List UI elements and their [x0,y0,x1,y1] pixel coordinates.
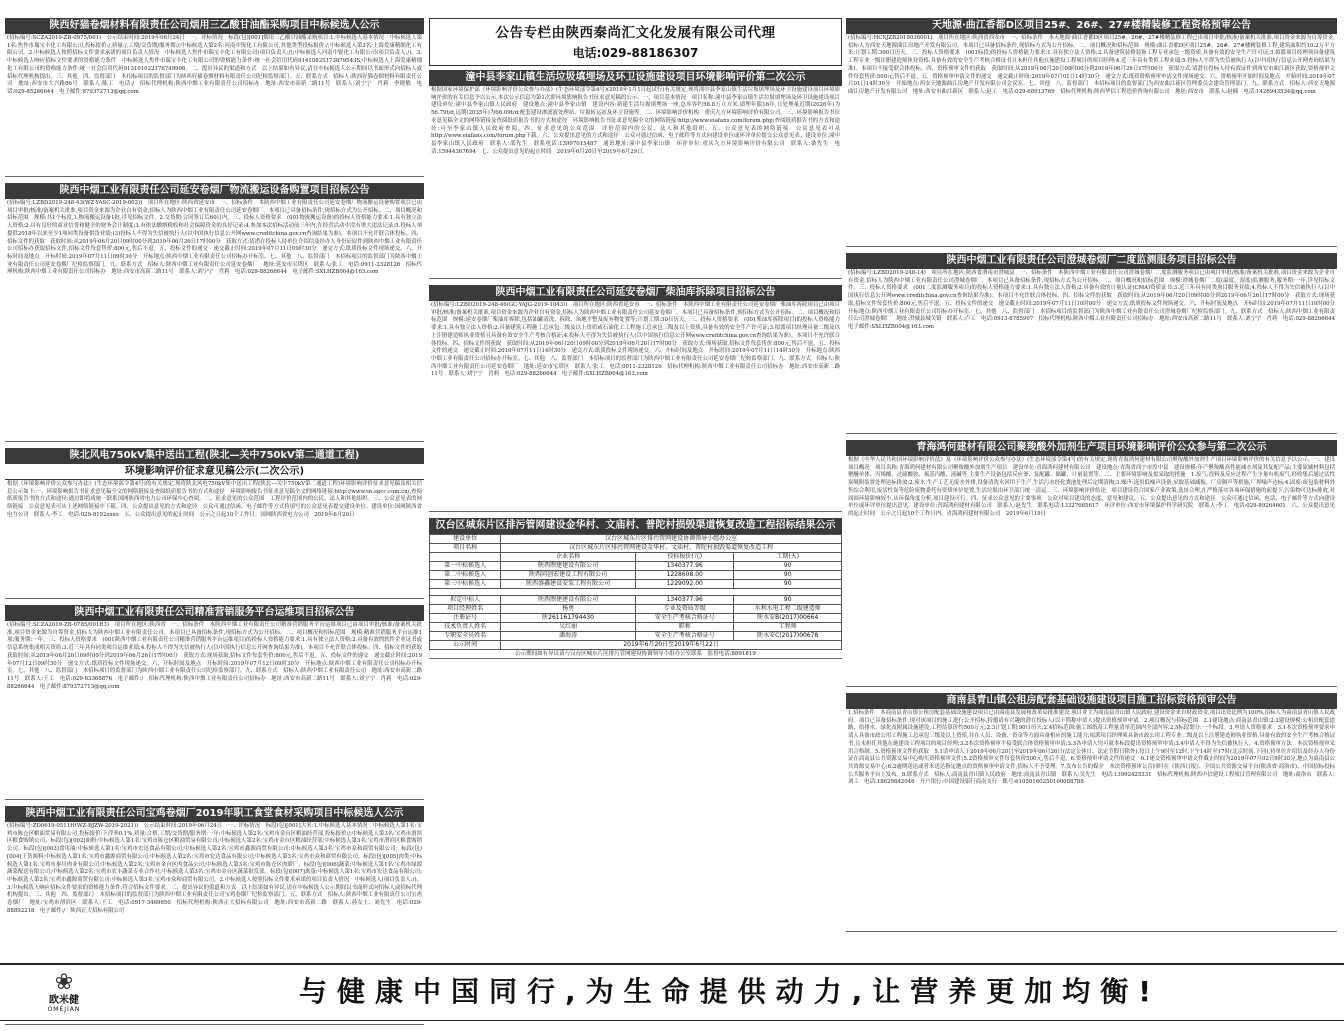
notice-body: 根据《环境影响评价公众参与办法》(生态环境部令第4号)的有关规定,现将陕北风电750kV集中送出工程(陕北—关中750kV第二通道工程)环境影响评价征求意见稿及相关信息公示如下:一、环境影响报告书征求意见稿全文的网络链接及查阅纸质报告书的方式和途径 环境影响报告书征求意见稿全文的网络链接:http://www.sn.sgcc.com.cn/,查阅纸质报告书的方式和途径:通过即将成统一联系国网陕西省电力公司环保中心查阅。二、征求意见的公众范围 工程评价范围内的公民、法人和其他组织。三、公众意见表的网络链接 公众意见表可从上述网络链接中下载。四、公众提出意见的方式和途径 公众可通过信函、电子邮件等方式将填写的公众意见表提交建设单位。建设单位:国网陕西省电力公司 联系人:李工 电话:029-8192xxxx 五、公众提出意见的起止时间 公示之日起10个工作日。国网陕西省电力公司 2019年6月20日 [5,480,424,599]
table-cell: 1228608.00 [635,571,733,580]
table-cell: 项目名称 [430,544,501,553]
table-row [430,605,842,614]
table-row [430,623,842,632]
notice-subtitle: 环境影响评价征求意见稿公示(二次公示) [5,464,424,480]
notice-title: 陕西好猫卷烟材料有限责任公司烟用三乙酸甘油酯采购项目中标候选人公示 [5,18,424,34]
notice-title: 潼中县李家山镇生活垃圾填埋场及环卫设施建设项目环境影响评价第二次公示 [429,70,842,86]
table-cell: 陕水安B(2017)00664 [734,614,842,623]
table-row [430,632,842,641]
notice-wind-power-eia [5,448,424,599]
table-cell: 陕西煦建建设有限公司 [501,596,636,605]
table-spacer [430,589,842,596]
notice-title: 商南县青山镇公租房配套基础设施建设项目施工招标资格预审公告 [846,693,1337,709]
table-cell: 注册证号 [430,614,501,623]
table-cell: 汉台区城东片区排污管网建设金华村、文庙村、普陀村损毁渠道恢复改造工程 [501,544,842,553]
table-cell: 第一中标候选人 [430,562,501,571]
column-middle [429,18,846,665]
notice-qinghai-eia [846,440,1337,687]
column-left [5,18,428,1031]
notice-body: (招标编号:LZBD2019-248-43(WZ-YASC-2019-002)) 项目所在地区:陕西省延安市 一、招标条件 本陕西中烟工业有限责任公司延安卷烟厂物流搬运设备购置项目已由项目审批/核准/备案机关批准,项目资金来源为企业自有资金,招标人为陕西中烟工业有限责任公司延安卷烟厂。本项目已具备招标条件,现招标方式为公开招标。二、项目概况和招标范围 规模:共1个标段,1.物流搬运设备1批,详见招标文件。2.交货期:合同签订后60日内。三、投标人资格要求 (001物流搬运设备)的投标人资格能力要求:1.具有独立法人资格;2.具有良好的商业信誉和健全的财务会计制度;3.有依法缴纳税收和社会保障资金的良好记录;4.参加本次招标活动前三年内,在经营活动中没有重大违法记录;5.投标人须提供2018年以来至少1项同类设备供货业绩;(3)投标人不得为失信被执行人(以中国执行信息公开网www.creditchina.gov.cn查询结果为准)。本项目不允许联合体投标。四、招标文件的获取 获取时间:从2019年06月20日09时00分到2019年06月26日17时00分 获取方式:请潜在投标人持单位介绍信及经办人身份证原件到陕西中烟工业有限责任公司招标办获取招标文件,招标文件每套售价:800元,售后不退。五、投标文件的递交 递交截止时间:2019年07月11日09时30分 递交方式:纸质投标文件现场递交。六、开标时间及地点 开标时间:2019年07月11日09时30分 开标地点:陕西中烟工业有限责任公司招标办开标室。七、其他 八、监督部门 本招标项目的监督部门为陕西中烟工业有限责任公司延安卷烟厂纪检监察部门。九、联系方式 招标人:陕西中烟工业有限责任公司延安卷烟厂 地址:延安市宝塔区 联系人:张工 电话:0911-2328126 招标代理机构:陕西中烟工业有限责任公司招标办 地址:西安市高新二路11号 联系人:刘宁宁 肖莉 电话:029-88266644 电子邮件:SXLHZB004@163.com [5,199,424,442]
table-row [430,596,842,605]
table-header-row [430,553,842,562]
table-cell: 安全生产考核合格证号 [635,632,733,641]
notice-title: 陕西中烟工业有限责任公司精准营销服务平台运维项目招标公告 [5,605,424,621]
table-cell: 建设单位 [430,535,501,544]
table-cell: 汉台区城东片区排污管网建设协调领导小组办公室 [501,535,842,544]
footer-slogan: 与健康中国同行,为生命提供动力,让营养更加均衡! [298,975,1162,1008]
notice-body: (招标编号:SCZA2019-ZB-0975/001) 公示结束时间:2019年06月24日 一、评标情况 标段(包)[001]烟用三乙酸甘油酯采购项目:1.中标候选人基本情况 中标候选人第1名:焦作市瑞宝丰化工有限公司,投标报价:/,质量:/,工期/交货期/服务期:/;中标候选人第2名:河南中锐化工有限公司,其他类型投标报价:/;中标候选人第3名:上海爱康精细化工有限公司。2.中标候选人按照招标文件要求承诺的项目负责人情况 中标候选人焦作市瑞宝丰化工有限公司(项目负责人:/);中标候选人河南中锐化工有限公司(项目负责人:/)。3.中标候选人响应招标文件要求的资格能力条件 中标候选人焦作市瑞宝丰化工有限公司的资格能力条件:统一社会信用代码91410825173879543S;中标候选人上海爱康精细化工有限公司的资格能力条件:统一社会信用代码913101022176749906。二、提出异议的渠道和方式 以上结果如有异议,请在中标候选人公示期间以书面形式向招标人或招标代理机构提出。三、其他 四、监督部门 本招标项目的监督部门为陕西好猫卷烟材料有限责任公司纪检监察部门。五、联系方式 招标人:陕西好猫卷烟材料有限责任公司 地址:西安市大兴路86号 联系人:陈工 电话:/ 招标代理机构:陕西中烟工业有限责任公司招标办 地址:西安市高新二路11号 联系人:刘宁宁 肖莉 李晓敏 电话:029-85266644 电子邮件:879372713@qq.com [5,34,424,177]
table-cell: 第二中标候选人 [430,571,501,580]
table-cell: 陕西同创宏建设工程有限公司 [501,571,636,580]
footer-ad [0,963,1344,1021]
notice-title: 青海鸿何建材有限公司聚羧酸外加剂生产项目环境影响评价公众参与第二次公示 [846,440,1337,456]
table-cell: 公示时间 [430,641,501,650]
table-cell: 技术负责人姓名 [430,623,501,632]
notice-title: 陕西中烟工业有限责任公司宝鸡卷烟厂2019年职工食堂食材采购项目中标候选人公示 [5,806,424,822]
table-cell: 专职安全员姓名 [430,632,501,641]
agency-title: 公告专栏由陕西秦尚汇文化发展有限公司代理 [495,25,776,41]
notice-title: 陕西中烟工业有限责任公司延安卷烟厂物流搬运设备购置项目招标公告 [5,183,424,199]
table-cell: 潘海涛 [501,632,636,641]
table-cell: 90 [734,562,842,571]
notice-title: 陕西中烟工业有限责任公司延安卷烟厂柴油库拆除项目招标公告 [429,285,842,301]
table-header: 企业名称 [501,553,636,562]
table-cell: 项目经理姓名 [430,605,501,614]
notice-body: 根据《中华人民共和国环境影响评价法》及《环境影响评价公众参与办法》(生态环境部令第4号)的有关规定,现将青海鸿何建材有限公司聚羧酸外加剂生产项目环境影响评价的有关信息予以公示。一、建设项目概况 项目名称:青海鸿何建材有限公司聚羧酸外加剂生产项目 建设单位:青海鸿何建材有限公司 建设地点:青海省西宁市湟中县 建设规模:年产聚羧酸高性能减水剂及其复配产品;主要原辅材料包括聚醚单体、丙烯酸、过硫酸铵、巯基丙酸、液碱等,主要生产设备包括反应釜、复配罐、储罐、计量装置等。二、主要环境影响及拟采取的措施 1.废气:投料及反应过程产生少量有机废气,经收集后通过活性炭吸附装置处理达标排放;2.废水:生产工艺无废水外排,设备清洗水回用于生产,生活污水经化粪池处理后定期清掏;3.噪声:选用低噪声设备,采取基础减振、厂房隔声等措施,厂界噪声达标;4.固废:废包装材料外售综合利用,废活性炭等危险废物委托有资质单位处置,生活垃圾由环卫部门统一清运。三、环境影响评价结论 项目建设符合国家产业政策,选址合理,在严格落实各项环保措施的前提下,污染物可达标排放,对周围环境影响较小,从环保角度分析,项目建设可行。四、征求公众意见的主要事项 公众对项目建设的态度、意见和建议。五、公众提出意见的方式和途径 公众可通过信函、电话、电子邮件等方式向建设单位或环评单位提出意见。建设单位:青海鸿何建材有限公司 联系人:赵先生 联系电话:13327665617 环评单位:西安市环境保护科学研究院 联系人:李工 电话:029-89264601 六、公众提出意见的起止时间 公示之日起10个工作日内。青海鸿何建材有限公司 2019年6月19日 [846,456,1337,687]
table-cell: 陕水安C(2017)00678 [734,632,842,641]
notice-body: (招标编号:HCSJZB2019036001) 项目所在地区:陕西省西安市 一、招标条件 本天地源·曲江香都D区项目25#、26#、27#楼精装修工程已由项目审批/核准/备案机关批准,项目资金来源为自筹资金,招标人为西安天地源曲江房地产开发有限公司。本项目已具备招标条件,现招标方式为公开招标。二、项目概况和招标范围 规模:曲江香都D区项目25#、26#、27#楼精装修工程,建筑面积约10.2万平方米;计划工期:300日历天。三、投标人资格要求 (001标段)的投标人资格能力要求:1.具有独立法人资格;2.具备建筑装修装饰工程专业承包一级资质,具备有效的安全生产许可证;3.拟派项目经理须具备建筑工程专业一级注册建造师执业资格,具备有效的安全生产考核合格证书且未担任其他在施建设工程项目的项目经理;4.近三年具有类似工程业绩;5.投标人不得为失信被执行人(以中国执行信息公开网查询结果为准)。本项目不接受联合体投标。四、资格预审文件的获取 获取时间:从2019年06月20日09时00分到2019年06月26日17时00分 获取方式:请潜在投标人持有效证件到西安市曲江新区获取,资格预审文件每套售价:500元,售后不退。五、资格预审申请文件的递交 递交截止时间:2019年07月01日14时30分 递交方式:纸质资格预审申请文件现场递交。六、资格预审开始时间及地点 开始时间:2019年07月01日14时30分 开始地点:西安天地源曲江房地产开发有限公司会议室。七、其他 八、监督部门 本招标项目的监督部门为西安曲江新区管理委员会建设管理部门。九、联系方式 招标人:西安天地源曲江房地产开发有限公司 地址:西安市曲江新区 联系人:赵工 电话:029-68913769 招标代理机构:陕西华信工程造价咨询有限公司 地址:西安市 联系人:赵楠 电话:1426943534@qq.com [846,34,1337,247]
notice-shangnan-prequal [846,693,1337,932]
column-right [846,18,1341,938]
table-cell: 陕261161794430 [501,614,636,623]
table-cell: 90 [734,571,842,580]
logo-name: 欧米健 [49,995,79,1006]
result-caption: 公示期间如有异议请与汉台区城东片区排污管网建设协调领导小组办公室联系 监督电话:8891819 [429,650,842,659]
notice-diesel-depot-tender [429,285,842,512]
agency-banner [429,18,842,66]
notice-hantai-result [429,518,842,659]
table-row [430,580,842,589]
notice-yanan-logistics-tender [5,183,424,442]
table-cell: 90 [734,580,842,589]
table-cell: 2019年6月20日至2019年6月22日 [501,641,842,650]
table-row [430,562,842,571]
table-cell: 1340377.96 [635,596,733,605]
table-cell: 1229092.00 [635,580,733,589]
result-table [429,534,842,650]
table-row [430,614,842,623]
table-row [430,544,842,553]
notice-marketing-platform-tender [5,605,428,800]
table-cell: 杨勇 [501,605,636,614]
table-cell: 水利水电工程二级建造师 [734,605,842,614]
flower-icon: ❀ [54,970,74,995]
table-header: 投标报价(元) [635,553,733,562]
notice-title: 陕西中烟工业有限责任公司澄城卷烟厂二度监测服务项目招标公告 [846,253,1337,269]
table-cell: 陕西煦建建设有限公司 [501,562,636,571]
table-row [430,589,842,596]
brand-logo [34,971,94,1015]
table-cell: 职称 [635,623,733,632]
table-cell: 拟定中标人 [430,596,501,605]
notice-body: 根据国家环境保护部《环境影响评价公众参与办法》(生态环境部令第4号)(2019年1月1日起试行)有关规定,现将潼中县李家山镇生活垃圾填埋场及环卫设施建设项目环境影响评价的有关信息予以公示,本次公示信息为第1次即环境影响报告书征求意见稿的公示。一、项目基本情况 项目名称:潼中县李家山镇生活垃圾填埋场及环卫设施建设项目 建设单位:潼中县李家山镇人民政府 建设地点:潼中县李家山镇 建设内容:新建生活垃圾填埋场一座,总库容约58.8万立方米,填埋年限16年,日处理量近期(2026年)为56.79t/d,远期(2035年)为66.09t/d;配套建设渗滤液处理站、垃圾转运站及环卫设施等。二、环境影响评价机构 重庆九方环境影响评价有限公司。三、环境影响报告书征求意见稿全文的网络链接及查阅纸质报告书的方式和途径 环境影响报告书征求意见稿全文的网络链接:http://www.eiafans.com/forum.php;查阅纸质报告书的方式和途径:可至李家山镇人民政府查阅。四、征求意见的公众范围 评价范围内的公民、法人和其他组织。五、公众意见表的网络链接 公众意见表可从http://www.eiafans.com/forum.php下载。六、公众提出意见的方式和途径 公众可通过信函、电子邮件等方式向建设单位或环评单位提交公众意见表。建设单位:潼中县李家山镇人民政府 联系人:邵先生 联系电话:13997015487 通讯地址:潼中县李家山镇 环评单位:重庆九方环境影响评价有限公司 联系人:桑先生 电话:15944367694 七、公众提出意见的起止时间 2019年6月20日至2019年6月29日。 [429,86,842,279]
notice-body: (招标编号:LZBD2019-248-14) 项目所在地区:陕西省渭南市澄城县 一、招标条件 本陕西中烟工业有限责任公司澄城卷烟厂二度监测服务项目已由项目审批/核准/备案机关批准,项目资金来源为企业自有资金,招标人为陕西中烟工业有限责任公司澄城卷烟厂。本项目已具备招标条件,现招标方式为公开招标。二、项目概况和招标范围 规模:澄城卷烟厂二度(温度、湿度)监测服务,服务期:一年,详见招标文件。三、投标人资格要求 (001二度监测服务项目)的投标人资格能力要求:1.具有独立法人资格;2.具备有效的计量认证(CMA)资质证书;3.近三年具有同类项目服务业绩;4.投标人不得为失信被执行人(以中国执行信息公开网www.creditchina.gov.cn查询结果为准)。本项目不允许联合体投标。四、招标文件的获取 获取时间:从2019年06月20日09时00分到2019年06月26日17时00分 获取方式:现场获取,招标文件每套售价:800元,售后不退。五、投标文件的递交 递交截止时间:2019年07月11日10时00分 递交方式:纸质投标文件现场递交。六、开标时间及地点 开标时间:2019年07月11日10时00分 开标地点:陕西中烟工业有限责任公司招标办开标室。七、其他 八、监督部门 本招标项目的监督部门为陕西中烟工业有限责任公司澄城卷烟厂纪检监察部门。九、联系方式 招标人:陕西中烟工业有限责任公司澄城卷烟厂 地址:澄城县城关镇 联系人:卢工 电话:0913-6785907 招标代理机构:陕西中烟工业有限责任公司招标办 地址:西安市高新二路11号 联系人:刘宁宁 肖莉 电话:029-88266644 电子邮件:SXLHZB004@163.com [846,269,1337,434]
table-cell: 工程师 [734,623,842,632]
notice-title: 汉台区城东片区排污管网建设金华村、文庙村、普陀村损毁渠道恢复改造工程招标结果公示 [429,518,842,534]
table-cell: 吴红丽 [501,623,636,632]
logo-english: OMEJIAN [47,1006,81,1013]
table-header [430,553,501,562]
notice-title: 天地源·曲江香都D区项目25#、26#、27#楼精装修工程资格预审公告 [846,18,1337,34]
table-cell: 90 [734,596,842,605]
notice-title: 陕北风电750kV集中送出工程(陕北—关中750kV第二通道工程) [5,448,424,464]
table-row [430,571,842,580]
table-row [430,641,842,650]
notice-tiandiyuan-prequal [846,18,1337,247]
table-cell: 陕西盛鑫建设安装工程有限公司 [501,580,636,589]
notice-body: (招标编号:ZD0619-0511H(WZ-BJZW-2019-2021)) 公示结束时间:2019年06月24日 一、评标情况 标段(包)[001]大米:1.中标候选人基本情况 中标候选人第1名:宝鸡市陈仓区粮油贸易有限公司,投标报价:下浮率0.1%,质量:合格,工期/交货期/服务期:一年;中标候选人第2名:宝鸡市金台区粮油经营部,投标报价:/;中标候选人第3名:宝鸡市渭滨区粮食购销公司。标段(包)[002]面粉:中标候选人第1名:宝鸡市陈仓区粮油贸易有限公司;中标候选人第2名:宝鸡市金台区粮油经营部;中标候选人第3名:宝鸡市渭滨区粮食购销公司。标段(包)[003]食用油:中标候选人第1名:宝鸡市宏达食品有限公司;中标候选人第2名:宝鸡市鑫源商贸有限公司;中标候选人第3名:宝鸡市众和商贸有限公司。标段(包)[004]干货调料:中标候选人第1名:宝鸡市鑫源商贸有限公司;中标候选人第2名:宝鸡市宏达食品有限公司;中标候选人第3名:宝鸡市众和商贸有限公司。标段(包)[005]肉类:中标候选人第1名:宝鸡市秦川肉业有限公司;中标候选人第2名:宝鸡市金台区肉食品公司;中标候选人第3名:宝鸡市陈仓区肉联厂。标段(包)[006]蔬菜:中标候选人第1名:宝鸡市绿源蔬菜配送有限公司;中标候选人第2名:宝鸡市农丰蔬菜专业合作社;中标候选人第3名:宝鸡市金台区蔬菜批发部。标段(包)[007]禽蛋:中标候选人第1名:宝鸡市宏达食品有限公司;中标候选人第2名:宝鸡市鑫源商贸有限公司;中标候选人第3名:宝鸡市众和商贸有限公司。2.中标候选人按照招标文件要求承诺的项目负责人情况 中标候选人(项目负责人:/)。3.中标候选人响应招标文件要求的资格能力条件:符合招标文件要求。二、提出异议的渠道和方式 以上结果如有异议,请在中标候选人公示期间以书面形式向招标人或招标代理机构提出。三、其他 四、监督部门 本招标项目的监督部门为陕西中烟工业有限责任公司宝鸡卷烟厂纪检监察部门。五、联系方式 招标人:陕西中烟工业有限责任公司宝鸡卷烟厂 地址:宝鸡市渭滨区 联系人:王工 电话:0917-3469650 招标代理机构:陕西正大招标有限公司 地址:西安市高新二路 联系人:孙女士、刘先生 电话:029-88892218 电子邮件:/ 陕西正大招标有限公司 [5,822,424,1025]
notice-body: (招标编号:SCZA2019-ZB-0785/001R3) 项目所在地区:陕西省 一、招标条件 本陕西中烟工业有限责任公司精准营销服务平台运维项目已由项目审批/核准/备案机关批准,项目资金来源为自筹资金,招标人为陕西中烟工业有限责任公司。本项目已具备招标条件,现招标方式为公开招标。二、项目概况和招标范围 规模:精准营销服务平台运维1项;服务期:一年。三、投标人资格要求 (001陕西中烟工业有限责任公司精准营销服务平台运维项目)的投标人资格能力要求:1.具有独立法人资格;2.具备有效的软件企业证书或信息系统集成相关资质;3.近三年具有同类项目运维业绩;4.投标人不得为失信被执行人(以中国执行信息公开网查询结果为准)。本项目不允许联合体投标。四、招标文件的获取 获取时间:从2019年06月20日09时00分到2019年06月26日17时00分 获取方式:现场获取,招标文件每套售价:800元,售后不退。五、投标文件的递交 递交截止时间:2019年07月12日09时30分 递交方式:纸质投标文件现场递交。六、开标时间及地点 开标时间:2019年07月12日09时30分 开标地点:陕西中烟工业有限责任公司招标办开标室。七、其他 八、监督部门 本招标项目的监督部门为陕西中烟工业有限责任公司纪检监察部门。九、联系方式 招标人:陕西中烟工业有限责任公司 地址:西安市高新二路11号 联系人:王工 电话:029-63368876 电子邮件:/ 招标代理机构:陕西中烟工业有限责任公司招标办 地址:西安市高新二路11号 联系人:刘宁宁 肖莉 电话:029-88266644 电子邮件:879372713@qq.com [5,621,424,800]
notice-body: (招标编号:LZBD2019-248-46(GC-YAJG-2019-1043)) 项目所在地区:陕西省延安市 一、招标条件 本陕西中烟工业有限责任公司延安卷烟厂柴油库拆除项目已由项目审批/核准/备案机关批准,项目资金来源为企业自有资金,招标人为陕西中烟工业有限责任公司延安卷烟厂。本项目已具备招标条件,现招标方式为公开招标。二、项目概况和招标范围 规模:延安卷烟厂柴油库拆除,包括油罐清洗、拆除、场地平整及废弃物处置等;计划工期:30日历天。三、投标人资格要求 (001柴油库拆除项目)的投标人资格能力要求:1.具有独立法人资格;2.具备建筑工程施工总承包三级及以上资质或石油化工工程施工总承包三级及以上资质,具备有效的安全生产许可证;3.拟派项目经理具备二级及以上注册建造师执业资格且具备有效安全生产考核合格证;4.投标人不得为失信被执行人(以中国执行信息公开网www.creditchina.gov.cn查询结果为准)。本项目不允许联合体投标。四、招标文件的获取 获取时间:从2019年06月20日09时00分到2019年06月26日17时00分 获取方式:现场获取,招标文件每套售价:800元,售后不退。五、投标文件的递交 递交截止时间:2019年07月11日14时30分 递交方式:纸质投标文件现场递交。六、开标时间及地点 开标时间:2019年07月11日14时30分 开标地点:陕西中烟工业有限责任公司招标办开标室。七、其他 八、监督部门 本招标项目的监督部门为陕西中烟工业有限责任公司延安卷烟厂纪检监察部门。九、联系方式 招标人:陕西中烟工业有限责任公司延安卷烟厂 地址:延安市宝塔区 联系人:张工 电话:0911-2328126 招标代理机构:陕西中烟工业有限责任公司招标办 地址:西安市高新二路11号 联系人:刘宁宁 肖莉 电话:029-88266644 电子邮件:SXLHZB004@163.com [429,301,842,512]
notice-body: 1.招标条件 本商南县青山镇公租房配套基础设施建设项目已由商南县发展和改革局批准建设,项目业主为商南县青山镇人民政府,建设资金来自财政资金,项目出资比例为100%,招标人为商南县青山镇人民政府。项目已具备招标条件,现对该项目的施工进行公开招标,特邀请有兴趣的潜在投标人(以下简称申请人)提出资格预审申请。2.项目概况与招标范围 2.1建设地点:商南县青山镇;2.2建设规模:公租房配套道路、给排水、绿化及附属设施建设,工程估算价约500万元;2.3计划工期:90日历天;2.4招标范围:施工图纸及工程量清单范围内全部内容;2.5标段划分:一个标段。3.申请人资格要求 3.1本次资格预审要求申请人具备市政公用工程施工总承包三级及以上资质,并在人员、设备、资金等方面具备相应的施工能力;拟派项目经理须具备市政公用工程专业二级及以上注册建造师执业资格,具备有效的安全生产考核合格证书,且未担任其他在施建设工程项目的项目经理;3.2本次资格预审不接受联合体资格预审申请;3.3各申请人均可就本标段提出资格预审申请;3.4申请人不得为失信被执行人。4.资格预审方法 本次资格预审采用合格制。5.资格预审文件的获取 5.1请申请人于2019年06月20日至2019年06月26日(法定公休日、法定节假日除外),每日上午9时至12时,下午14时至17时(北京时间,下同),持单位介绍信及经办人身份证在商南县公共资源交易中心购买资格预审文件;5.2资格预审文件每套售价500元,售后不退。6.资格预审申请文件的递交 6.1递交资格预审申请文件截止时间为2019年07月02日9时30分,地点为商南县公共资源交易中心;6.2逾期送达或者未送达指定地点的资格预审申请文件,招标人不予受理。7.发布公告的媒介 本次资格预审公告同时在《陕西日报》、全国公共资源交易平台(陕西省·商洛市)、中国招标投标公共服务平台上发布。8.联系方式 招标人:商南县青山镇人民政府 地址:商南县青山镇 联系人:吴先生 电话:13992425331 招标代理机构:陕西中信建设工程项目管理有限公司 地址:商洛市 联系人:刘工 电话:18629842046 开户银行:中国建设银行商南支行 账号:61050160250100008788 [846,709,1337,932]
table-cell: 安全生产考核合格证号 [635,614,733,623]
agency-phone: 电话:029-88186307 [572,46,699,60]
table-cell: 第三中标候选人 [430,580,501,589]
table-cell: 1340377.96 [635,562,733,571]
table-header: 工期(天) [734,553,842,562]
table-cell: 专业及资质等级 [635,605,733,614]
table-row [430,535,842,544]
notice-landfill-eia [429,70,846,279]
notice-chengcheng-monitor-tender [846,253,1341,434]
notice-tobacco-material-award [5,18,424,177]
